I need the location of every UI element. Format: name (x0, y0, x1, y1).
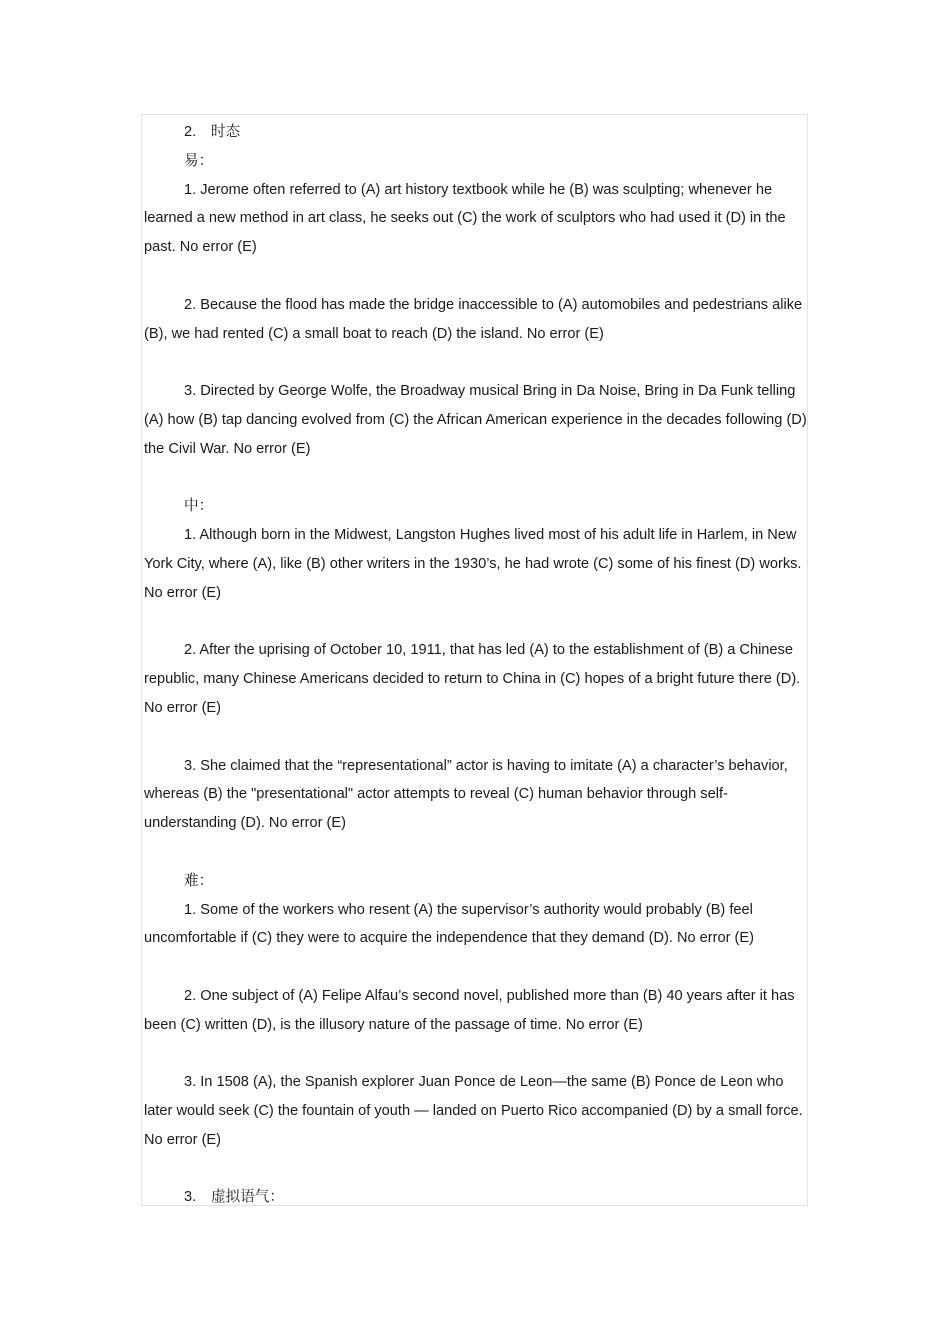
spacer (144, 1155, 808, 1184)
section-heading-subjunctive (144, 1183, 808, 1212)
question-easy-1: 1. Jerome often referred to (A) art history textbook while he (B) was sculpting; whenever he learned a new method in art class, he seeks out (C) the work of sculptors who had used it (D) in the past. No error (E) (144, 181, 786, 256)
section-number: 2. (184, 124, 197, 140)
level-label-hard: 难： (184, 872, 214, 889)
question-medium-1: 1. Although born in the Midwest, Langston Hughes lived most of his adult life in Harlem, in New York City, where (A), like (B) other writers in the 1930’s, he had wrote (C) some of his finest (D) works. No error (E) (144, 527, 802, 601)
spacer (144, 1040, 808, 1069)
section-heading-tense (144, 118, 808, 147)
question-hard-1: 1. Some of the workers who resent (A) the supervisor’s authority would probably (B) feel uncomfortable if (C) they were to acquire the independence that they demand (D). No error (E) (144, 901, 754, 947)
question-medium-2: 2. After the uprising of October 10, 1911, that has led (A) to the establishment of (B) a Chinese republic, many Chinese Americans decided to return to China in (C) hopes of a bright future there (D). No error (E) (144, 642, 801, 716)
section-title: 时态 (211, 124, 241, 140)
section-title: 虚拟语气： (211, 1189, 284, 1206)
question-easy-2: 2. Because the flood has made the bridge inaccessible to (A) automobiles and pedestrians alike (B), we had rented (C) a small boat to reach (D) the island. No error (E) (144, 296, 803, 342)
question-easy-3: 3. Directed by George Wolfe, the Broadway musical Bring in Da Noise, Bring in Da Funk telling (A) how (B) tap dancing evolved from (C) the African American experience in the decades following (D) the Civil War. No error (E) (144, 383, 807, 457)
spacer (144, 348, 808, 377)
spacer (144, 464, 808, 493)
level-label-medium: 中： (184, 498, 214, 515)
section-number: 3. (184, 1189, 197, 1206)
spacer (144, 953, 808, 982)
level-label-easy: 易： (184, 152, 214, 169)
question-hard-2: 2. One subject of (A) Felipe Alfau’s second novel, published more than (B) 40 years after it has been (C) written (D), is the illusory nature of the passage of time. No error (E) (144, 987, 795, 1033)
question-medium-3: 3. She claimed that the “representational” actor is having to imitate (A) a character’s behavior, whereas (B) the "presentational" actor attempts to reveal (C) human behavior through self-understanding (D). No error (E) (144, 757, 788, 832)
spacer (144, 838, 808, 867)
spacer (144, 262, 808, 291)
spacer (144, 723, 808, 752)
question-hard-3: 3. In 1508 (A), the Spanish explorer Juan Ponce de Leon—the same (B) Ponce de Leon who later would seek (C) the fountain of youth — landed on Puerto Rico accompanied (D) by a small force. No error (E) (144, 1074, 803, 1148)
spacer (144, 608, 808, 637)
document-body (144, 118, 808, 1212)
